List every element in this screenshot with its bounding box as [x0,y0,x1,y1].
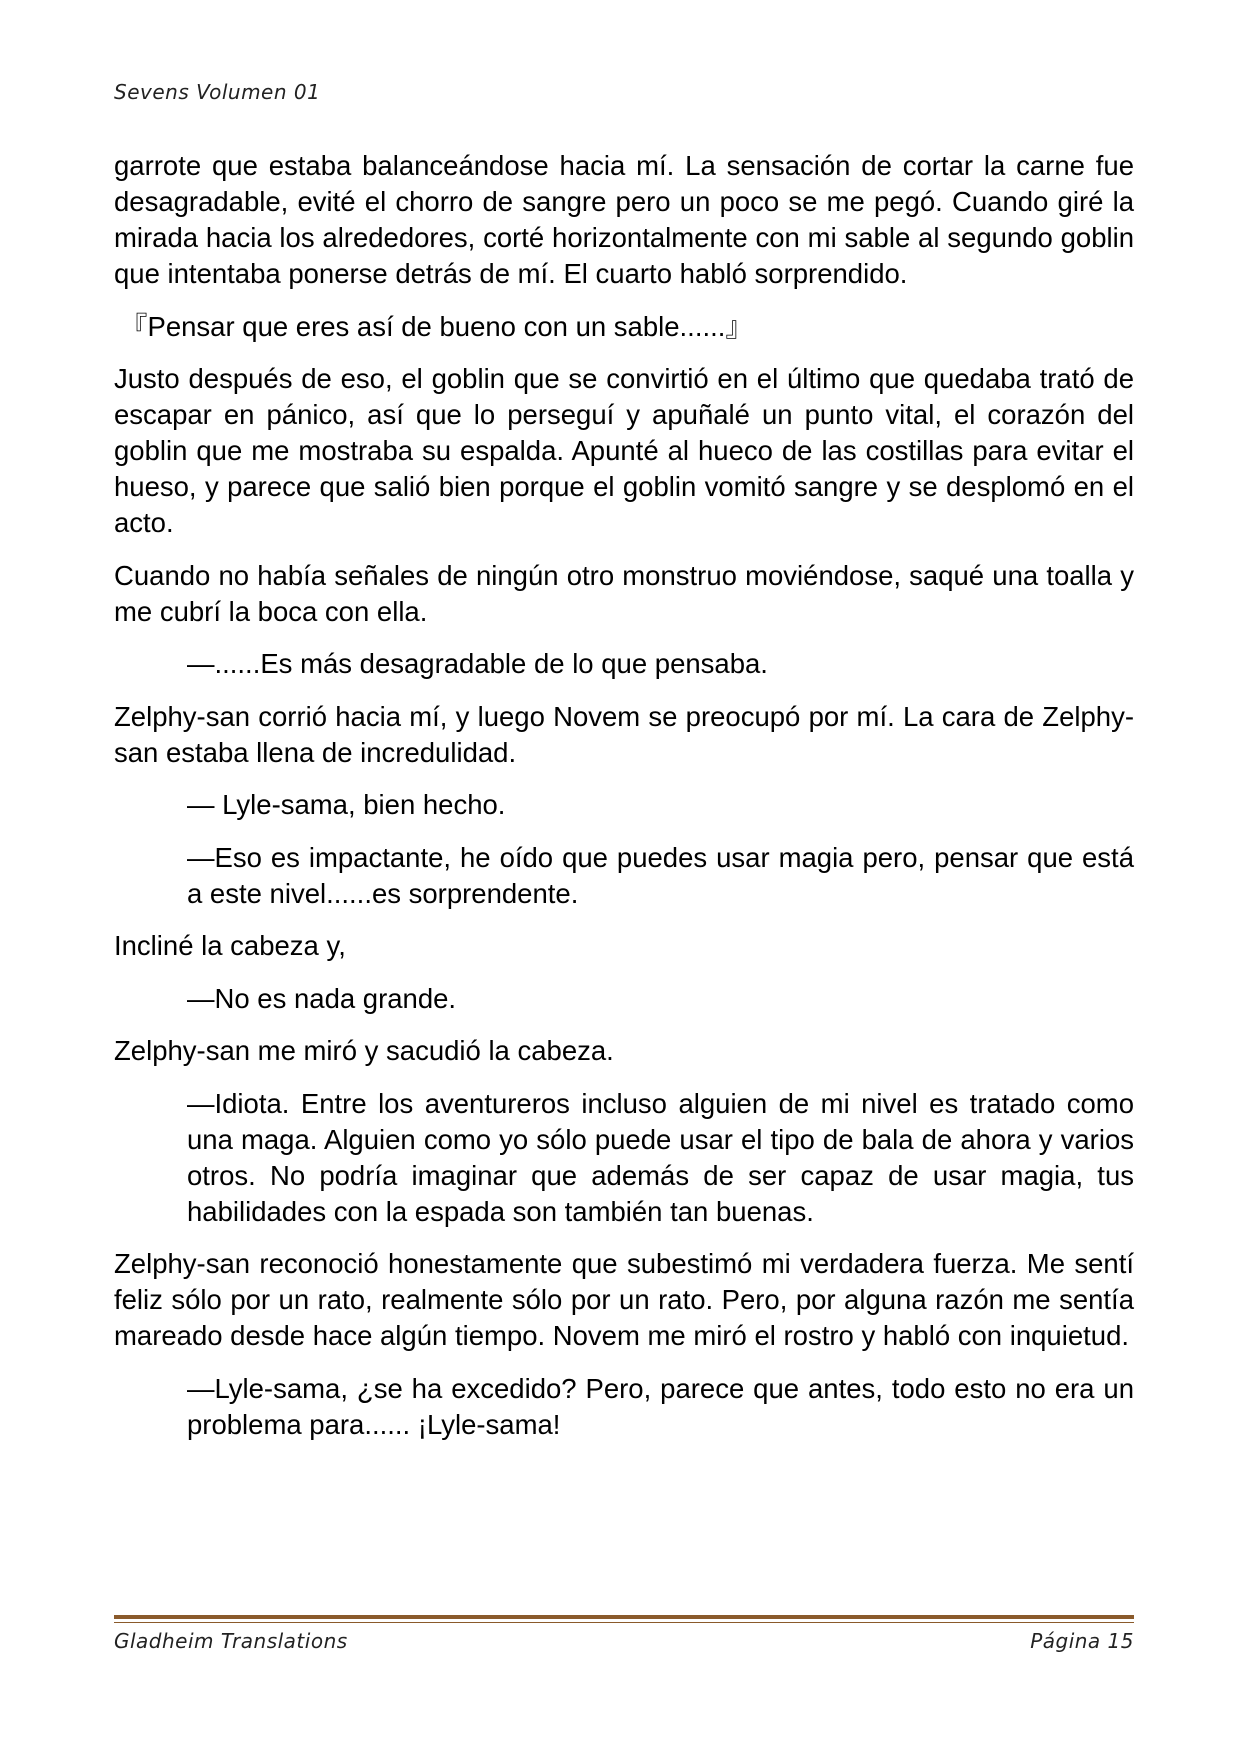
page-body [114,148,1134,1459]
dialogue-line: —Lyle-sama, ¿se ha excedido? Pero, parece que antes, todo esto no era un problema para...... ¡Lyle-sama! [187,1372,1134,1440]
page-number: Página 15 [1030,1629,1134,1653]
paragraph: Justo después de eso, el goblin que se convirtió en el último que quedaba trató de escapar en pánico, así que lo perseguí y apuñalé un punto vital, el corazón del goblin que me mostraba su espalda. Apunté al hueco de las costillas para evitar el hueso, y parece que salió bien porque el goblin vomitó sangre y se desplomó en el acto. [114,363,1134,538]
dialogue-line: —Eso es impactante, he oído que puedes usar magia pero, pensar que está a este nivel......es sorprendente. [187,841,1134,909]
footer-rule-thick [114,1615,1134,1619]
paragraph: Zelphy-san reconoció honestamente que subestimó mi verdadera fuerza. Me sentí feliz sólo por un rato, realmente sólo por un rato. Pero, por alguna razón me sentía mareado desde hace algún tiempo. Novem me miró el rostro y habló con inquietud. [114,1248,1134,1351]
dialogue-line: —No es nada grande. [187,982,457,1014]
running-header: Sevens Volumen 01 [114,80,321,104]
dialogue-line: —......Es más desagradable de lo que pensaba. [187,648,768,679]
paragraph: Incliné la cabeza y, [114,930,346,961]
footer-rule-thin [114,1622,1134,1623]
footer-publisher: Gladheim Translations [114,1629,348,1653]
dialogue-line: — Lyle-sama, bien hecho. [187,789,506,820]
paragraph: Zelphy-san corrió hacia mí, y luego Novem se preocupó por mí. La cara de Zelphy-san estaba llena de incredulidad. [114,700,1134,768]
dialogue-line: —Idiota. Entre los aventureros incluso alguien de mi nivel es tratado como una maga. Alguien como yo sólo puede usar el tipo de bala de ahora y varios otros. No podría imaginar que además de ser capaz de usar magia, tus habilidades con la espada son también tan buenas. [187,1087,1134,1227]
paragraph: Zelphy-san me miró y sacudió la cabeza. [114,1035,614,1066]
dialogue-quote: 『Pensar que eres así de bueno con un sable......』 [120,310,753,342]
paragraph: Cuando no había señales de ningún otro monstruo moviéndose, saqué una toalla y me cubrí la boca con ella. [114,559,1134,627]
paragraph: garrote que estaba balanceándose hacia mí. La sensación de cortar la carne fue desagradable, evité el chorro de sangre pero un poco se me pegó. Cuando giré la mirada hacia los alrededores, corté horizontalmente con mi sable al segundo goblin que intentaba ponerse detrás de mí. El cuarto habló sorprendido. [114,150,1134,289]
